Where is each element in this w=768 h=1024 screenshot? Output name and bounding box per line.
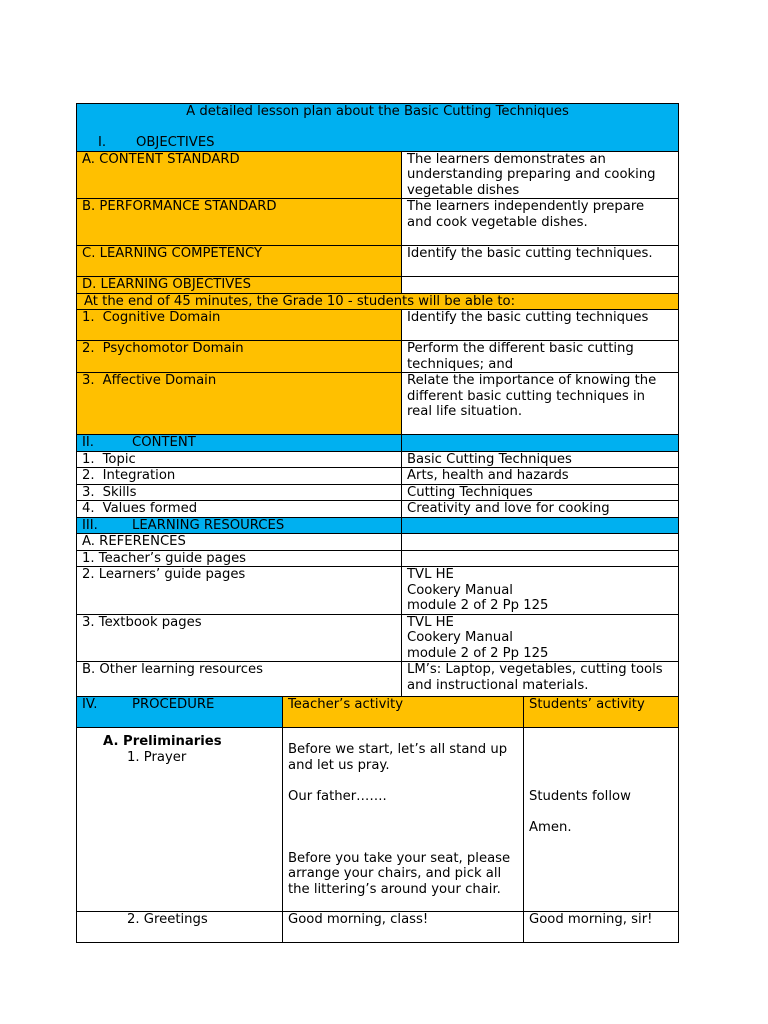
objectives-intro: At the end of 45 minutes, the Grade 10 - students will be able to: bbox=[77, 293, 679, 310]
content-standard-row bbox=[77, 151, 679, 199]
title-row bbox=[77, 104, 679, 152]
learning-competency-value: Identify the basic cutting techniques. bbox=[402, 246, 679, 277]
content-item-value: Creativity and love for cooking bbox=[402, 501, 679, 518]
content-standard-label: A. CONTENT STANDARD bbox=[77, 151, 402, 199]
domain-label: Cognitive Domain bbox=[102, 310, 221, 325]
domain-label: Psychomotor Domain bbox=[102, 341, 244, 356]
content-item-label: Integration bbox=[102, 468, 176, 483]
domain-value: Identify the basic cutting techniques bbox=[402, 310, 679, 341]
performance-standard-row bbox=[77, 199, 679, 246]
textbook-line: Cookery Manual bbox=[407, 630, 513, 645]
teachers-guide-row bbox=[77, 550, 679, 567]
domain-label: Affective Domain bbox=[102, 373, 217, 388]
learners-guide-row bbox=[77, 567, 679, 615]
teachers-guide-label: 1. Teacher’s guide pages bbox=[77, 550, 402, 567]
domain-number: 3. bbox=[82, 373, 95, 388]
lesson-plan-table bbox=[76, 103, 679, 709]
procedure-heading: PROCEDURE bbox=[132, 697, 215, 712]
learners-guide-line: module 2 of 2 Pp 125 bbox=[407, 598, 549, 613]
domain-value: Perform the different basic cutting techniques; and bbox=[402, 341, 679, 373]
textbook-line: module 2 of 2 Pp 125 bbox=[407, 645, 549, 661]
domain-value: Relate the importance of knowing the different basic cutting techniques in real life situation. bbox=[402, 373, 679, 435]
content-item-value: Basic Cutting Techniques bbox=[402, 451, 679, 468]
greetings-row bbox=[77, 912, 679, 943]
other-resources-label: B. Other learning resources bbox=[77, 662, 402, 709]
greetings-teacher-text: Good morning, class! bbox=[283, 912, 524, 943]
references-label: A. REFERENCES bbox=[77, 534, 402, 551]
resources-heading: LEARNING RESOURCES bbox=[132, 517, 285, 533]
procedure-number: IV. bbox=[82, 697, 98, 712]
greetings-label: 2. Greetings bbox=[127, 912, 208, 927]
content-item-label: Skills bbox=[102, 484, 137, 500]
other-resources-value: LM’s: Laptop, vegetables, cutting tools and instructional materials. bbox=[402, 662, 679, 709]
learning-competency-label: C. LEARNING COMPETENCY bbox=[77, 246, 402, 277]
objectives-heading: OBJECTIVES bbox=[136, 135, 215, 150]
textbook-label: 3. Textbook pages bbox=[77, 614, 402, 662]
content-item-row bbox=[77, 501, 679, 518]
resources-number: III. bbox=[82, 517, 98, 533]
objectives-number: I. bbox=[98, 135, 107, 150]
performance-standard-label: B. PERFORMANCE STANDARD bbox=[77, 199, 402, 246]
objectives-intro-row bbox=[77, 293, 679, 310]
content-item-row bbox=[77, 451, 679, 468]
learners-guide-line: TVL HE bbox=[407, 567, 454, 582]
domain-row-psychomotor bbox=[77, 341, 679, 373]
learning-objectives-label: D. LEARNING OBJECTIVES bbox=[77, 277, 402, 294]
procedure-header-row bbox=[77, 697, 679, 728]
content-item-value: Cutting Techniques bbox=[402, 484, 679, 501]
prayer-student-text: Students follow bbox=[529, 788, 631, 804]
preliminaries-heading: A. Preliminaries bbox=[103, 734, 222, 749]
prayer-row bbox=[77, 728, 679, 912]
teacher-activity-header: Teacher’s activity bbox=[283, 697, 524, 728]
prayer-teacher-text: Our father……. bbox=[288, 788, 387, 804]
references-row bbox=[77, 534, 679, 551]
prayer-label: 1. Prayer bbox=[127, 749, 187, 765]
performance-standard-value: The learners independently prepare and cook vegetable dishes. bbox=[402, 199, 679, 246]
content-standard-value: The learners demonstrates an understanding preparing and cooking vegetable dishes bbox=[402, 151, 679, 199]
domain-row-cognitive bbox=[77, 310, 679, 341]
learning-objectives-row bbox=[77, 277, 679, 294]
learners-guide-line: Cookery Manual bbox=[407, 582, 513, 598]
domain-row-affective bbox=[77, 373, 679, 435]
domain-number: 2. bbox=[82, 341, 95, 356]
content-item-number: 3. bbox=[82, 484, 95, 500]
learning-competency-row bbox=[77, 246, 679, 277]
content-item-label: Topic bbox=[102, 451, 136, 467]
content-item-value: Arts, health and hazards bbox=[402, 468, 679, 485]
textbook-row bbox=[77, 614, 679, 662]
prayer-student-text: Amen. bbox=[529, 819, 572, 835]
resources-heading-row bbox=[77, 517, 679, 534]
student-activity-header: Students’ activity bbox=[524, 697, 679, 728]
content-item-number: 2. bbox=[82, 468, 95, 483]
page-title: A detailed lesson plan about the Basic Cutting Techniques bbox=[186, 104, 569, 119]
prayer-teacher-text: Before you take your seat, please arrange your chairs, and pick all the littering’s around your chair. bbox=[288, 850, 511, 897]
textbook-line: TVL HE bbox=[407, 614, 454, 630]
content-heading-row bbox=[77, 435, 679, 452]
domain-number: 1. bbox=[82, 310, 95, 325]
learners-guide-label: 2. Learners’ guide pages bbox=[77, 567, 402, 615]
content-item-number: 1. bbox=[82, 451, 95, 467]
content-item-label: Values formed bbox=[102, 501, 198, 516]
content-item-row bbox=[77, 468, 679, 485]
content-item-row bbox=[77, 484, 679, 501]
content-heading: CONTENT bbox=[132, 435, 196, 450]
content-item-number: 4. bbox=[82, 501, 95, 516]
procedure-table bbox=[76, 696, 679, 943]
greetings-student-text: Good morning, sir! bbox=[524, 912, 679, 943]
content-number: II. bbox=[82, 435, 94, 450]
prayer-teacher-text: Before we start, let’s all stand up and let us pray. bbox=[288, 742, 508, 773]
